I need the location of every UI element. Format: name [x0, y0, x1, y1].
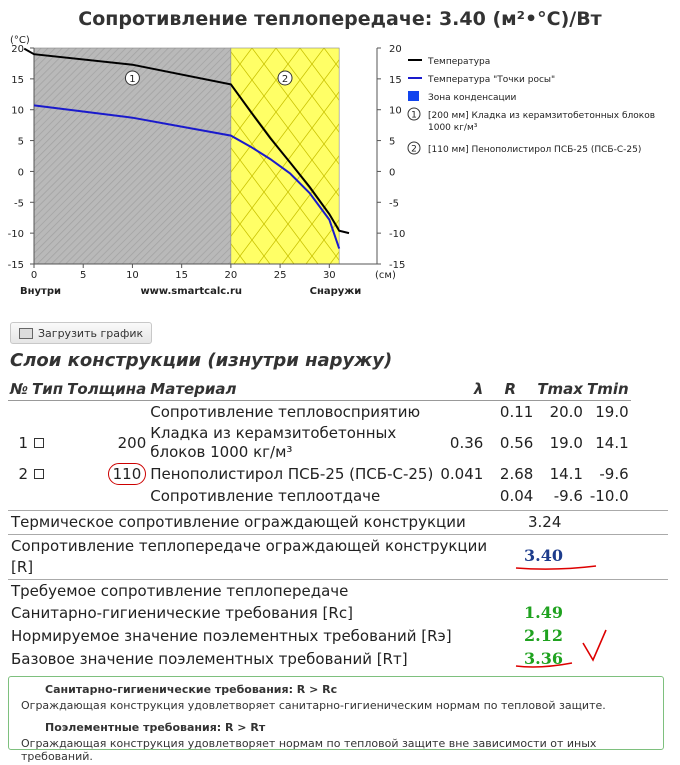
tmax-cell: 20.0: [549, 403, 583, 421]
legend-label: 1000 кг/м³: [428, 123, 478, 133]
requirements-notes: [8, 676, 664, 763]
y-tick-label-right: 20: [389, 44, 402, 55]
legend-label: [110 мм] Пенополистирол ПСБ-25 (ПСБ-С-25): [428, 145, 642, 155]
y-tick-label-right: 15: [389, 74, 402, 86]
x-right-label: Снаружи: [309, 286, 362, 297]
note-head: Санитарно-гигиенические требования: R > Rc: [45, 683, 338, 696]
col-no: №: [8, 378, 30, 401]
y-tick-label: 5: [17, 136, 24, 148]
tmin-cell: -10.0: [589, 487, 629, 505]
lambda-cell: 0.041: [440, 465, 484, 483]
r-cell: 0.04: [499, 487, 534, 505]
material-cell-line2: блоков 1000 кг/м³: [150, 443, 293, 461]
requirement-label: Базовое значение поэлементных требований [Rт]: [11, 650, 408, 668]
load-chart-label: Загрузить график: [38, 326, 144, 340]
tmax-cell: 19.0: [549, 434, 583, 452]
y-unit-label: (°C): [10, 35, 30, 46]
lambda-cell: 0.36: [449, 434, 484, 452]
col-r: R: [485, 378, 535, 401]
material-cell: Пенополистирол ПСБ-25 (ПСБ-С-25): [150, 465, 434, 483]
requirement-value: 2.12: [524, 626, 563, 645]
legend-marker-label: 2: [411, 144, 417, 155]
requirement-label: Санитарно-гигиенические требования [Rc]: [11, 604, 353, 622]
col-type: Тип: [30, 378, 65, 401]
col-thickness: Толщина: [65, 378, 148, 401]
col-lambda: λ: [435, 378, 485, 401]
legend-label: [200 мм] Кладка из керамзитобетонных блоков: [428, 111, 656, 121]
y-tick-label-right: -10: [389, 229, 406, 241]
image-icon: [19, 328, 33, 339]
x-tick-label: 25: [273, 270, 287, 281]
material-cell: Кладка из керамзитобетонных: [150, 424, 397, 442]
load-chart-button[interactable]: [10, 322, 152, 344]
legend-label: Температура "Точки росы": [428, 75, 556, 85]
material-cell: Сопротивление тепловосприятию: [150, 403, 421, 421]
y-tick-label: 15: [11, 74, 24, 86]
thickness-cell[interactable]: 200: [117, 434, 147, 452]
note-head: Поэлементные требования: R > Rт: [45, 721, 266, 734]
tmin-cell: -9.6: [599, 465, 629, 483]
thermal-resistance-value: 3.24: [528, 513, 562, 531]
x-tick-label: 15: [175, 270, 189, 281]
thermal-resistance-label: Термическое сопротивление ограждающей конструкции: [11, 513, 466, 531]
divider: [8, 510, 668, 511]
layer-marker-label: 1: [129, 74, 136, 85]
thickness-cell[interactable]: 110: [108, 463, 147, 485]
table-row: [8, 401, 631, 424]
x-tick-label: 10: [126, 270, 139, 281]
layer-type-checkbox[interactable]: [34, 469, 44, 479]
y-tick-label-right: 10: [389, 105, 402, 117]
y-tick-label: -5: [14, 198, 24, 210]
temperature-chart: [0, 32, 680, 322]
layer-number: 2: [18, 465, 29, 483]
material-cell: Сопротивление теплоотдаче: [150, 487, 381, 505]
transfer-resistance-label: Сопротивление теплопередаче ограждающей конструкции: [11, 537, 488, 555]
layer-marker-label: 2: [281, 74, 289, 85]
layer-type-checkbox[interactable]: [34, 438, 44, 448]
page-title: Сопротивление теплопередаче: 3.40 (м²•°С)/Вт: [78, 8, 602, 30]
legend-label: Температура: [428, 57, 491, 67]
table-row: [8, 423, 631, 463]
y-tick-label: -10: [7, 229, 24, 241]
legend-swatch: [408, 91, 419, 101]
x-tick-label: 30: [322, 270, 336, 281]
col-tmax: Tmax: [535, 378, 585, 401]
x-tick-label: 20: [224, 270, 238, 281]
transfer-resistance-value: 3.40: [524, 546, 563, 565]
requirement-label: Нормируемое значение поэлементных требований [Rэ]: [11, 627, 452, 645]
note-text: Ограждающая конструкция удовлетворяет санитарно-гигиеническим нормам по тепловой защите.: [21, 699, 606, 712]
r-cell: 0.56: [499, 434, 534, 452]
transfer-resistance-label-line2: [R]: [11, 558, 34, 576]
layers-table: [8, 378, 631, 507]
r-cell: 0.11: [499, 403, 534, 421]
divider: [8, 534, 668, 535]
x-tick-label: 5: [80, 270, 87, 281]
x-center-label: www.smartcalc.ru: [140, 286, 243, 297]
legend-label: Зона конденсации: [428, 93, 517, 103]
table-row: [8, 463, 631, 485]
tmin-cell: 19.0: [595, 403, 629, 421]
divider: [8, 579, 668, 580]
col-tmin: Tmin: [585, 378, 631, 401]
col-material: Материал: [148, 378, 435, 401]
underline-mark: [516, 566, 596, 569]
requirement-value: 3.36: [524, 649, 563, 668]
y-tick-label: -15: [7, 260, 24, 271]
requirement-value: 1.49: [524, 603, 563, 622]
note-text: Ограждающая конструкция удовлетворяет нормам по тепловой защите вне зависимости от иных требований.: [21, 737, 597, 763]
y-tick-label: 0: [17, 167, 24, 179]
y-tick-label-right: -15: [389, 260, 406, 271]
layer-number: 1: [18, 434, 29, 452]
tmax-cell: -9.6: [553, 487, 583, 505]
y-tick-label-right: -5: [389, 198, 399, 210]
y-tick-label-right: 5: [389, 136, 396, 148]
legend-marker-label: 1: [411, 110, 417, 121]
table-header-row: [8, 378, 631, 401]
r-cell: 2.68: [499, 465, 534, 483]
underline-mark: [516, 663, 572, 667]
x-left-label: Внутри: [20, 286, 62, 297]
x-unit-label: (см): [375, 270, 396, 281]
tmax-cell: 14.1: [549, 465, 583, 483]
y-tick-label-right: 0: [389, 167, 396, 179]
y-tick-label: 20: [11, 44, 24, 55]
required-title: Требуемое сопротивление теплопередаче: [11, 582, 349, 600]
table-row: [8, 485, 631, 507]
tmin-cell: 14.1: [595, 434, 629, 452]
section-title: Слои конструкции (изнутри наружу): [10, 350, 393, 371]
checkmark-icon: [583, 630, 606, 660]
x-tick-label: 0: [30, 270, 38, 281]
y-tick-label: 10: [11, 105, 24, 117]
